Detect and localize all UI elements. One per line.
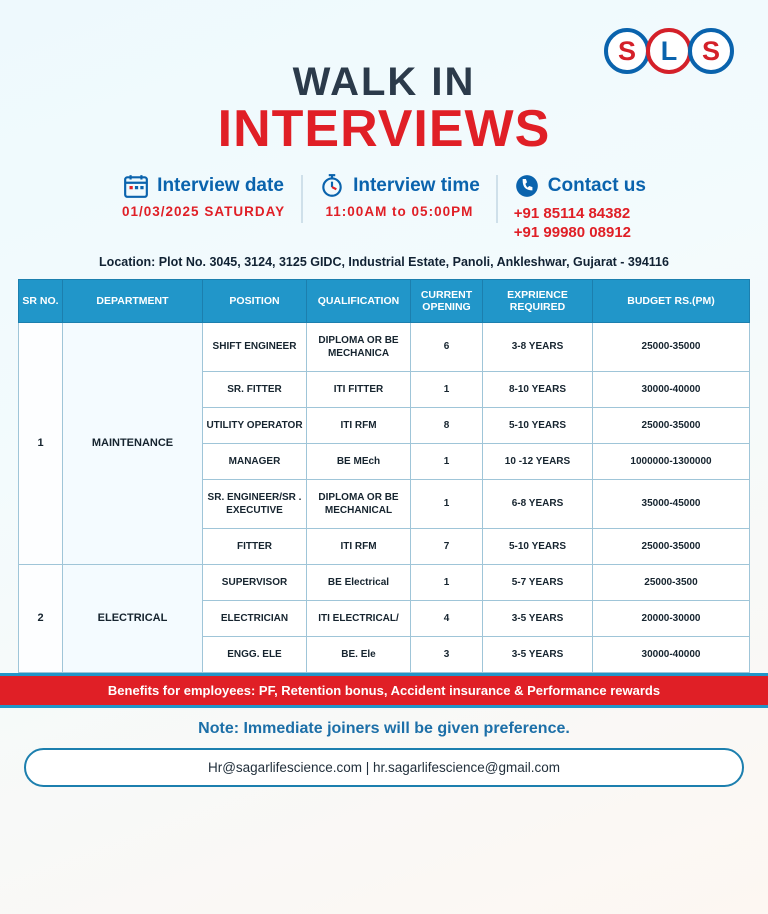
cell-current-opening: 8: [411, 407, 483, 443]
cell-current-opening: 1: [411, 479, 483, 528]
interview-time-label: Interview time: [353, 175, 480, 196]
column-experience: EXPRIENCE REQUIRED: [483, 279, 593, 322]
cell-experience: 5-10 YEARS: [483, 407, 593, 443]
headline-line-2: INTERVIEWS: [217, 100, 551, 158]
cell-budget: 30000-40000: [593, 636, 750, 672]
cell-qualification: DIPLOMA OR BE MECHANICAL: [307, 479, 411, 528]
benefits-banner: Benefits for employees: PF, Retention bonus, Accident insurance & Performance rewards: [0, 673, 768, 708]
cell-current-opening: 3: [411, 636, 483, 672]
cell-current-opening: 4: [411, 600, 483, 636]
clock-icon: [319, 173, 345, 199]
cell-experience: 10 -12 YEARS: [483, 443, 593, 479]
cell-experience: 3-5 YEARS: [483, 636, 593, 672]
table-row: [19, 564, 750, 600]
cell-current-opening: 1: [411, 443, 483, 479]
contact-label: Contact us: [547, 175, 646, 196]
cell-qualification: DIPLOMA OR BE MECHANICA: [307, 322, 411, 371]
column-sr-no: SR NO.: [19, 279, 63, 322]
logo-letter-l: L: [646, 28, 692, 74]
cell-budget: 35000-45000: [593, 479, 750, 528]
cell-position: FITTER: [203, 528, 307, 564]
cell-budget: 25000-35000: [593, 528, 750, 564]
cell-qualification: ITI RFM: [307, 528, 411, 564]
cell-position: SHIFT ENGINEER: [203, 322, 307, 371]
cell-experience: 3-8 YEARS: [483, 322, 593, 371]
cell-current-opening: 1: [411, 371, 483, 407]
contact-phone-2[interactable]: +91 99980 08912: [513, 223, 631, 241]
cell-position: ENGG. ELE: [203, 636, 307, 672]
cell-position: SR. FITTER: [203, 371, 307, 407]
phone-icon: [514, 173, 540, 199]
column-qualification: QUALIFICATION: [307, 279, 411, 322]
interview-date-label: Interview date: [157, 175, 284, 196]
cell-position: UTILITY OPERATOR: [203, 407, 307, 443]
contact-phone-1[interactable]: +91 85114 84382: [513, 205, 631, 222]
cell-sr-no: 1: [19, 322, 63, 564]
cell-qualification: ITI RFM: [307, 407, 411, 443]
logo-letter-s1: S: [604, 28, 650, 74]
headline-block: [18, 0, 750, 159]
cell-position: MANAGER: [203, 443, 307, 479]
cell-experience: 5-7 YEARS: [483, 564, 593, 600]
cell-budget: 25000-3500: [593, 564, 750, 600]
cell-experience: 6-8 YEARS: [483, 479, 593, 528]
column-budget: BUDGET RS.(PM): [593, 279, 750, 322]
divider-2: [496, 175, 498, 223]
cell-experience: 3-5 YEARS: [483, 600, 593, 636]
location-text: Location: Plot No. 3045, 3124, 3125 GIDC, Industrial Estate, Panoli, Ankleshwar, Gujarat - 394116: [99, 254, 669, 269]
cell-current-opening: 6: [411, 322, 483, 371]
company-logo: [604, 28, 734, 74]
cell-qualification: BE. Ele: [307, 636, 411, 672]
info-strip: [18, 173, 750, 243]
interview-time-value: 11:00AM to 05:00PM: [325, 204, 474, 219]
email-bar[interactable]: Hr@sagarlifescience.com | hr.sagarlifescience@gmail.com: [24, 748, 744, 787]
cell-qualification: BE Electrical: [307, 564, 411, 600]
cell-budget: 30000-40000: [593, 371, 750, 407]
table-row: [19, 322, 750, 371]
interview-date-block: [122, 173, 285, 219]
cell-budget: 25000-35000: [593, 407, 750, 443]
note-text: Note: Immediate joiners will be given preference.: [198, 719, 570, 737]
cell-current-opening: 1: [411, 564, 483, 600]
cell-qualification: ITI ELECTRICAL/: [307, 600, 411, 636]
logo-letter-s2: S: [688, 28, 734, 74]
cell-experience: 8-10 YEARS: [483, 371, 593, 407]
cell-budget: 25000-35000: [593, 322, 750, 371]
column-department: DEPARTMENT: [63, 279, 203, 322]
cell-budget: 20000-30000: [593, 600, 750, 636]
cell-experience: 5-10 YEARS: [483, 528, 593, 564]
cell-current-opening: 7: [411, 528, 483, 564]
interview-time-block: [319, 173, 480, 219]
divider-1: [301, 175, 303, 223]
headline-line-1: WALK IN: [292, 60, 476, 104]
cell-position: SUPERVISOR: [203, 564, 307, 600]
table-header-row: [19, 279, 750, 322]
cell-budget: 1000000-1300000: [593, 443, 750, 479]
cell-qualification: ITI FITTER: [307, 371, 411, 407]
cell-department: MAINTENANCE: [63, 322, 203, 564]
contact-block: [514, 173, 646, 243]
cell-position: SR. ENGINEER/SR . EXECUTIVE: [203, 479, 307, 528]
cell-department: ELECTRICAL: [63, 564, 203, 672]
vacancy-table: [18, 279, 750, 673]
column-current-opening: CURRENT OPENING: [411, 279, 483, 322]
cell-sr-no: 2: [19, 564, 63, 672]
table-body: [19, 322, 750, 672]
interview-date-value: 01/03/2025 SATURDAY: [122, 204, 286, 219]
column-position: POSITION: [203, 279, 307, 322]
cell-position: ELECTRICIAN: [203, 600, 307, 636]
cell-qualification: BE MEch: [307, 443, 411, 479]
calendar-icon: [123, 173, 149, 199]
